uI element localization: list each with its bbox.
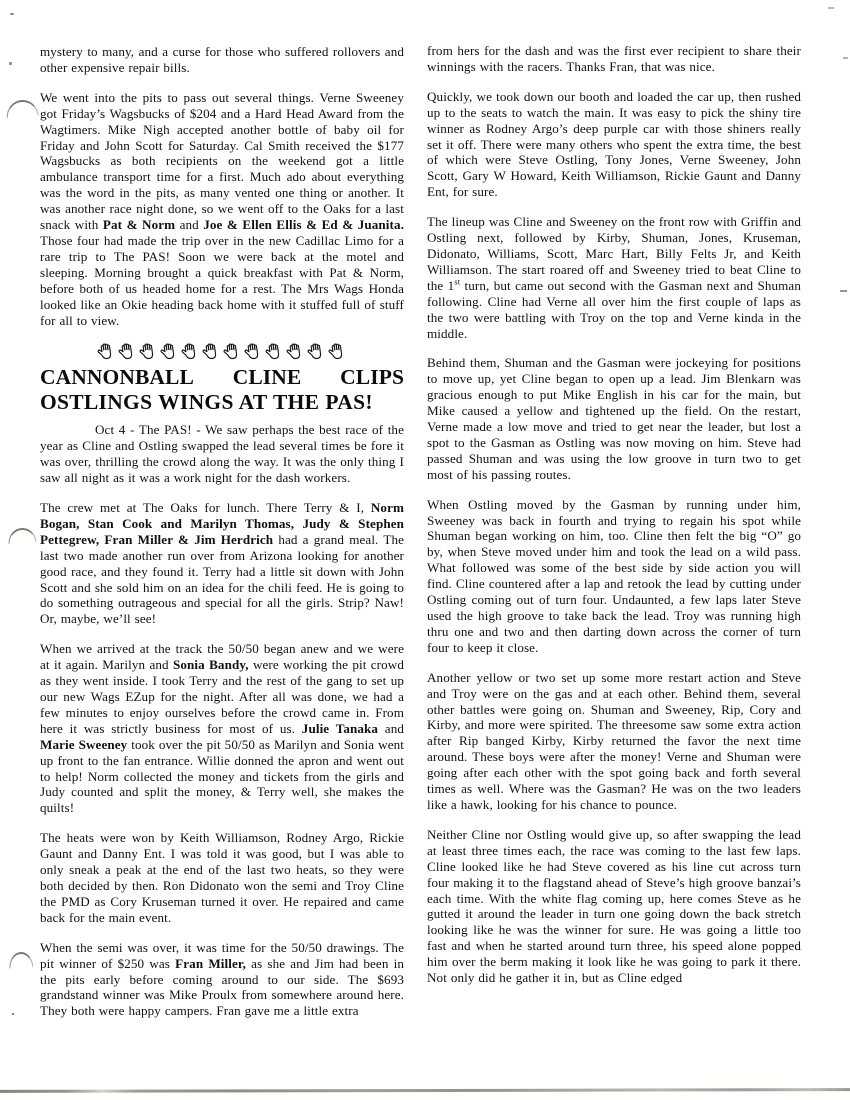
- text-run: Another yellow or two set up some more restart action and Steve and Troy were on the gas and at each other. Behind them, several other battles were going on. Shuman and Sweeney, Rip, Cory and Kirby, and more were spirited. The threesome saw some extra action after Rip banged Kirby, Kirby returned the favor the next time around. These boys were after the money! Verne and Shuman were going after each other with the spot going back and forth several times as well. Where was the Gasman? He was on the two leaders like a hawk, looking for his chance to pounce.: [427, 669, 801, 812]
- text-run: Those four had made the trip over in the new Cadillac Limo for a rare trip to The PAS! Soon we were back at the motel and sleeping. Morning brought a quick breakfast with Pat & Norm, before both of us headed home for a rest. The Mrs Wags Honda looked like an Okie heading back home with it stuffed full of stuff for all to view.: [40, 232, 404, 328]
- paragraph: [427, 355, 801, 482]
- text-run: Behind them, Shuman and the Gasman were jockeying for positions to move up, yet Cline began to open up a lead. Jim Blenkarn was gracious enough to put Mike English in his car for the main, but Mike caused a yellow and tightened up the field. On the restart, Verne made a low move and tried to get near the leader, but lost a spot to the Gasman as Ostling was now moving on him. Steve had passed Shuman and was using the low groove in turn two to get most of his passing routes.: [427, 355, 801, 482]
- scan-speck: [10, 13, 14, 15]
- waving-hand-icon: [96, 341, 118, 363]
- paragraph: [427, 497, 801, 656]
- right-column: [427, 43, 801, 1000]
- waving-hand-icon: [306, 341, 328, 363]
- scan-speck: [828, 7, 834, 9]
- scan-speck: [843, 57, 848, 59]
- paragraph: [40, 500, 404, 627]
- text-run: turn, but came out second with the Gasman next and Shuman following. Cline had Verne all over him the first couple of laps as the two were battling with Troy on the top and Verne kinda in the middle.: [427, 277, 801, 341]
- page-bottom-scan-edge: [0, 1088, 850, 1093]
- waving-hand-icon: [243, 341, 265, 363]
- bold-text-run: Norm Bogan, Stan Cook and Marilyn Thomas, Judy & Stephen Pettegrew, Fran Miller & Jim Herdrich: [40, 500, 404, 547]
- paragraph: [40, 830, 404, 925]
- bold-text-run: Marie Sweeney: [40, 736, 128, 752]
- paragraph: [427, 89, 801, 200]
- scan-mark-arc: [5, 99, 38, 119]
- text-run: When we arrived at the track the 50/50 began anew and we were at it again. Marilyn and: [40, 641, 404, 673]
- waving-hand-icon: [159, 341, 181, 363]
- paragraph: [40, 44, 404, 76]
- bold-text-run: Sonia Bandy,: [172, 657, 249, 673]
- text-run: and: [378, 720, 405, 736]
- headline-word: CLINE: [232, 365, 302, 390]
- text-run: When Ostling moved by the Gasman by running under him, Sweeney was back in fourth and trying to regain his spot while Shuman began working on him, too. Cline then felt the big “O” go by, when Steve moved under him and took the lead on a wild pass. What followed was some of the best side by side action you will find. Cline countered after a lap and retook the lead by cutting under Ostling coming out of turn four. Undaunted, a few laps later Steve used the high groove to take back the lead. Troy was running high thru one and two and then darting down across the corner of turn four to keep it close.: [427, 496, 801, 655]
- bold-text-run: Julie Tanaka: [301, 720, 379, 736]
- waving-hand-icon: [327, 341, 349, 363]
- scan-mark-arc: [9, 951, 34, 968]
- text-run: The lineup was Cline and Sweeney on the front row with Griffin and Ostling next, followed by Kirby, Shuman, Jones, Kruseman, Didonato, Williams, Scott, Marc Hart, Billy Felts Jr, and Keith Williamson. The start roared off and Sweeney tried to beat Cline to the 1: [427, 214, 801, 293]
- waving-hand-icon: [117, 341, 139, 363]
- headline-line2: OSTLINGS WINGS AT THE PAS!: [40, 390, 373, 415]
- scan-speck: [840, 290, 847, 292]
- text-run: We went into the pits to pass out several things. Verne Sweeney got Friday’s Wagsbucks of $204 and a Hard Head Award from the Wagtimers. Mike Nigh accepted another bottle of baby oil for Friday and John Scott for Saturday. Cal Smith received the $177 Wagsbucks as both recipients on the weekend got a little ambulance transport time for a first. Much ado about everything was the word in the pits, as many vented one thing or another. It was another race night done, so we went off to the Oaks for a last snack with: [40, 89, 404, 233]
- paragraph: [40, 641, 404, 816]
- headline-word: CANNONBALL: [40, 365, 194, 390]
- left-column: [40, 44, 404, 1033]
- text-run: mystery to many, and a curse for those who suffered rollovers and other expensive repair bills.: [40, 44, 404, 75]
- paragraph: [40, 940, 404, 1020]
- text-run: The crew met at The Oaks for lunch. There Terry & I,: [40, 500, 371, 516]
- article-headline: [40, 365, 404, 415]
- scan-mark-arc: [8, 527, 37, 544]
- text-run: as she and Jim had been in the pits early before coming around to our side. The $693 grandstand winner was Mike Proulx from somewhere around here. They both were happy campers. Fran gave me a little extra: [40, 955, 404, 1019]
- text-run: When the semi was over, it was time for the 50/50 drawings. The pit winner of $250 was: [40, 939, 404, 971]
- text-run: Oct 4 - The PAS! - We saw perhaps the best race of the year as Cline and Ostling swapped the lead several times be fore it was over, thrilling the crowd along the way. It was the only thing I saw all night as it was a work night for the dash workers.: [40, 422, 404, 486]
- waving-hand-icon: [180, 341, 202, 363]
- waving-hand-icon: [201, 341, 223, 363]
- text-run: were working the pit crowd as they went inside. I took Terry and the rest of the gang to set up our new Wags EZup for the night. After all was done, we had a few minutes to enjoy ourselves before the crowd came in. From here it was strictly business for most of us.: [40, 657, 404, 736]
- bold-text-run: Fran Miller,: [175, 955, 247, 971]
- paragraph: [40, 422, 404, 486]
- paragraph: [427, 214, 801, 341]
- text-run: Quickly, we took down our booth and loaded the car up, then rushed up to the seats to watch the main. It was easy to pick the shiny tire winner as Rodney Argo’s deep purple car with those shiners really set it off. There were many others who spent the extra time, the best of which were Steve Ostling, Tony Jones, Verne Sweeney, John Scott, Gary W Howard, Keith Williamson, Rickie Gaunt and Danny Ent, for sure.: [427, 88, 801, 200]
- headline-word: CLIPS: [340, 365, 404, 390]
- scan-speck: [9, 62, 12, 65]
- paragraph: [40, 90, 404, 329]
- bold-text-run: Joe & Ellen Ellis & Ed & Juanita.: [203, 217, 404, 233]
- scan-speck: [12, 1013, 14, 1015]
- text-run: The heats were won by Keith Williamson, Rodney Argo, Rickie Gaunt and Danny Ent. I was told it was good, but I was able to only sneak a peak at the end of the last two heats, so they were both decided by then. Ron Didonato won the semi and Troy Cline the PMD as Cory Kruseman turned it over. He repaired and came back for the main event.: [40, 830, 404, 925]
- text-run: took over the pit 50/50 as Marilyn and Sonia went up front to the fan entrance. Willie donned the apron and went out to help! Norm collected the money and tickets from the girls and Judy counted and split the money, & Terry well, she makes the quilts!: [40, 736, 404, 816]
- waving-hand-icon: [138, 341, 160, 363]
- waving-hand-icon: [285, 341, 307, 363]
- hands-divider: [40, 342, 404, 362]
- paragraph: [427, 43, 801, 75]
- text-run: from hers for the dash and was the first ever recipient to share their winnings with the racers. Thanks Fran, that was nice.: [427, 43, 801, 74]
- paragraph: [427, 670, 801, 813]
- text-run: and: [175, 217, 204, 233]
- headline-line1: [40, 365, 404, 390]
- superscript-run: st: [454, 276, 461, 287]
- text-run: Neither Cline nor Ostling would give up, so after swapping the lead at least three times each, the race was coming to the last few laps. Cline looked like he had Steve covered as his line cut across turn four making it to the flagstand ahead of Steve’s high groove banzai’s each time. With the white flag coming up, here comes Steve as he gutted it around the leader in turn one going down the back stretch looking like he was the winner for sure. He was going a little too fast and when he started around turn three, his speed alone popped him over the berm making it look like he was going to park it there. Not only did he gather it in, but as Cline edged: [427, 826, 801, 986]
- waving-hand-icon: [222, 341, 244, 363]
- waving-hand-icon: [264, 341, 286, 363]
- paragraph: [427, 827, 801, 986]
- bold-text-run: Pat & Norm: [102, 217, 176, 233]
- text-run: had a grand meal. The last two made another run over from Arizona looking for another good race, and they found it. Terry had a little sit down with John Scott and she sold him on an idea for the chili feed. He is going to do something outrageous and special for all the girls. Strip? Naw! Or, maybe, we’ll see!: [40, 531, 404, 627]
